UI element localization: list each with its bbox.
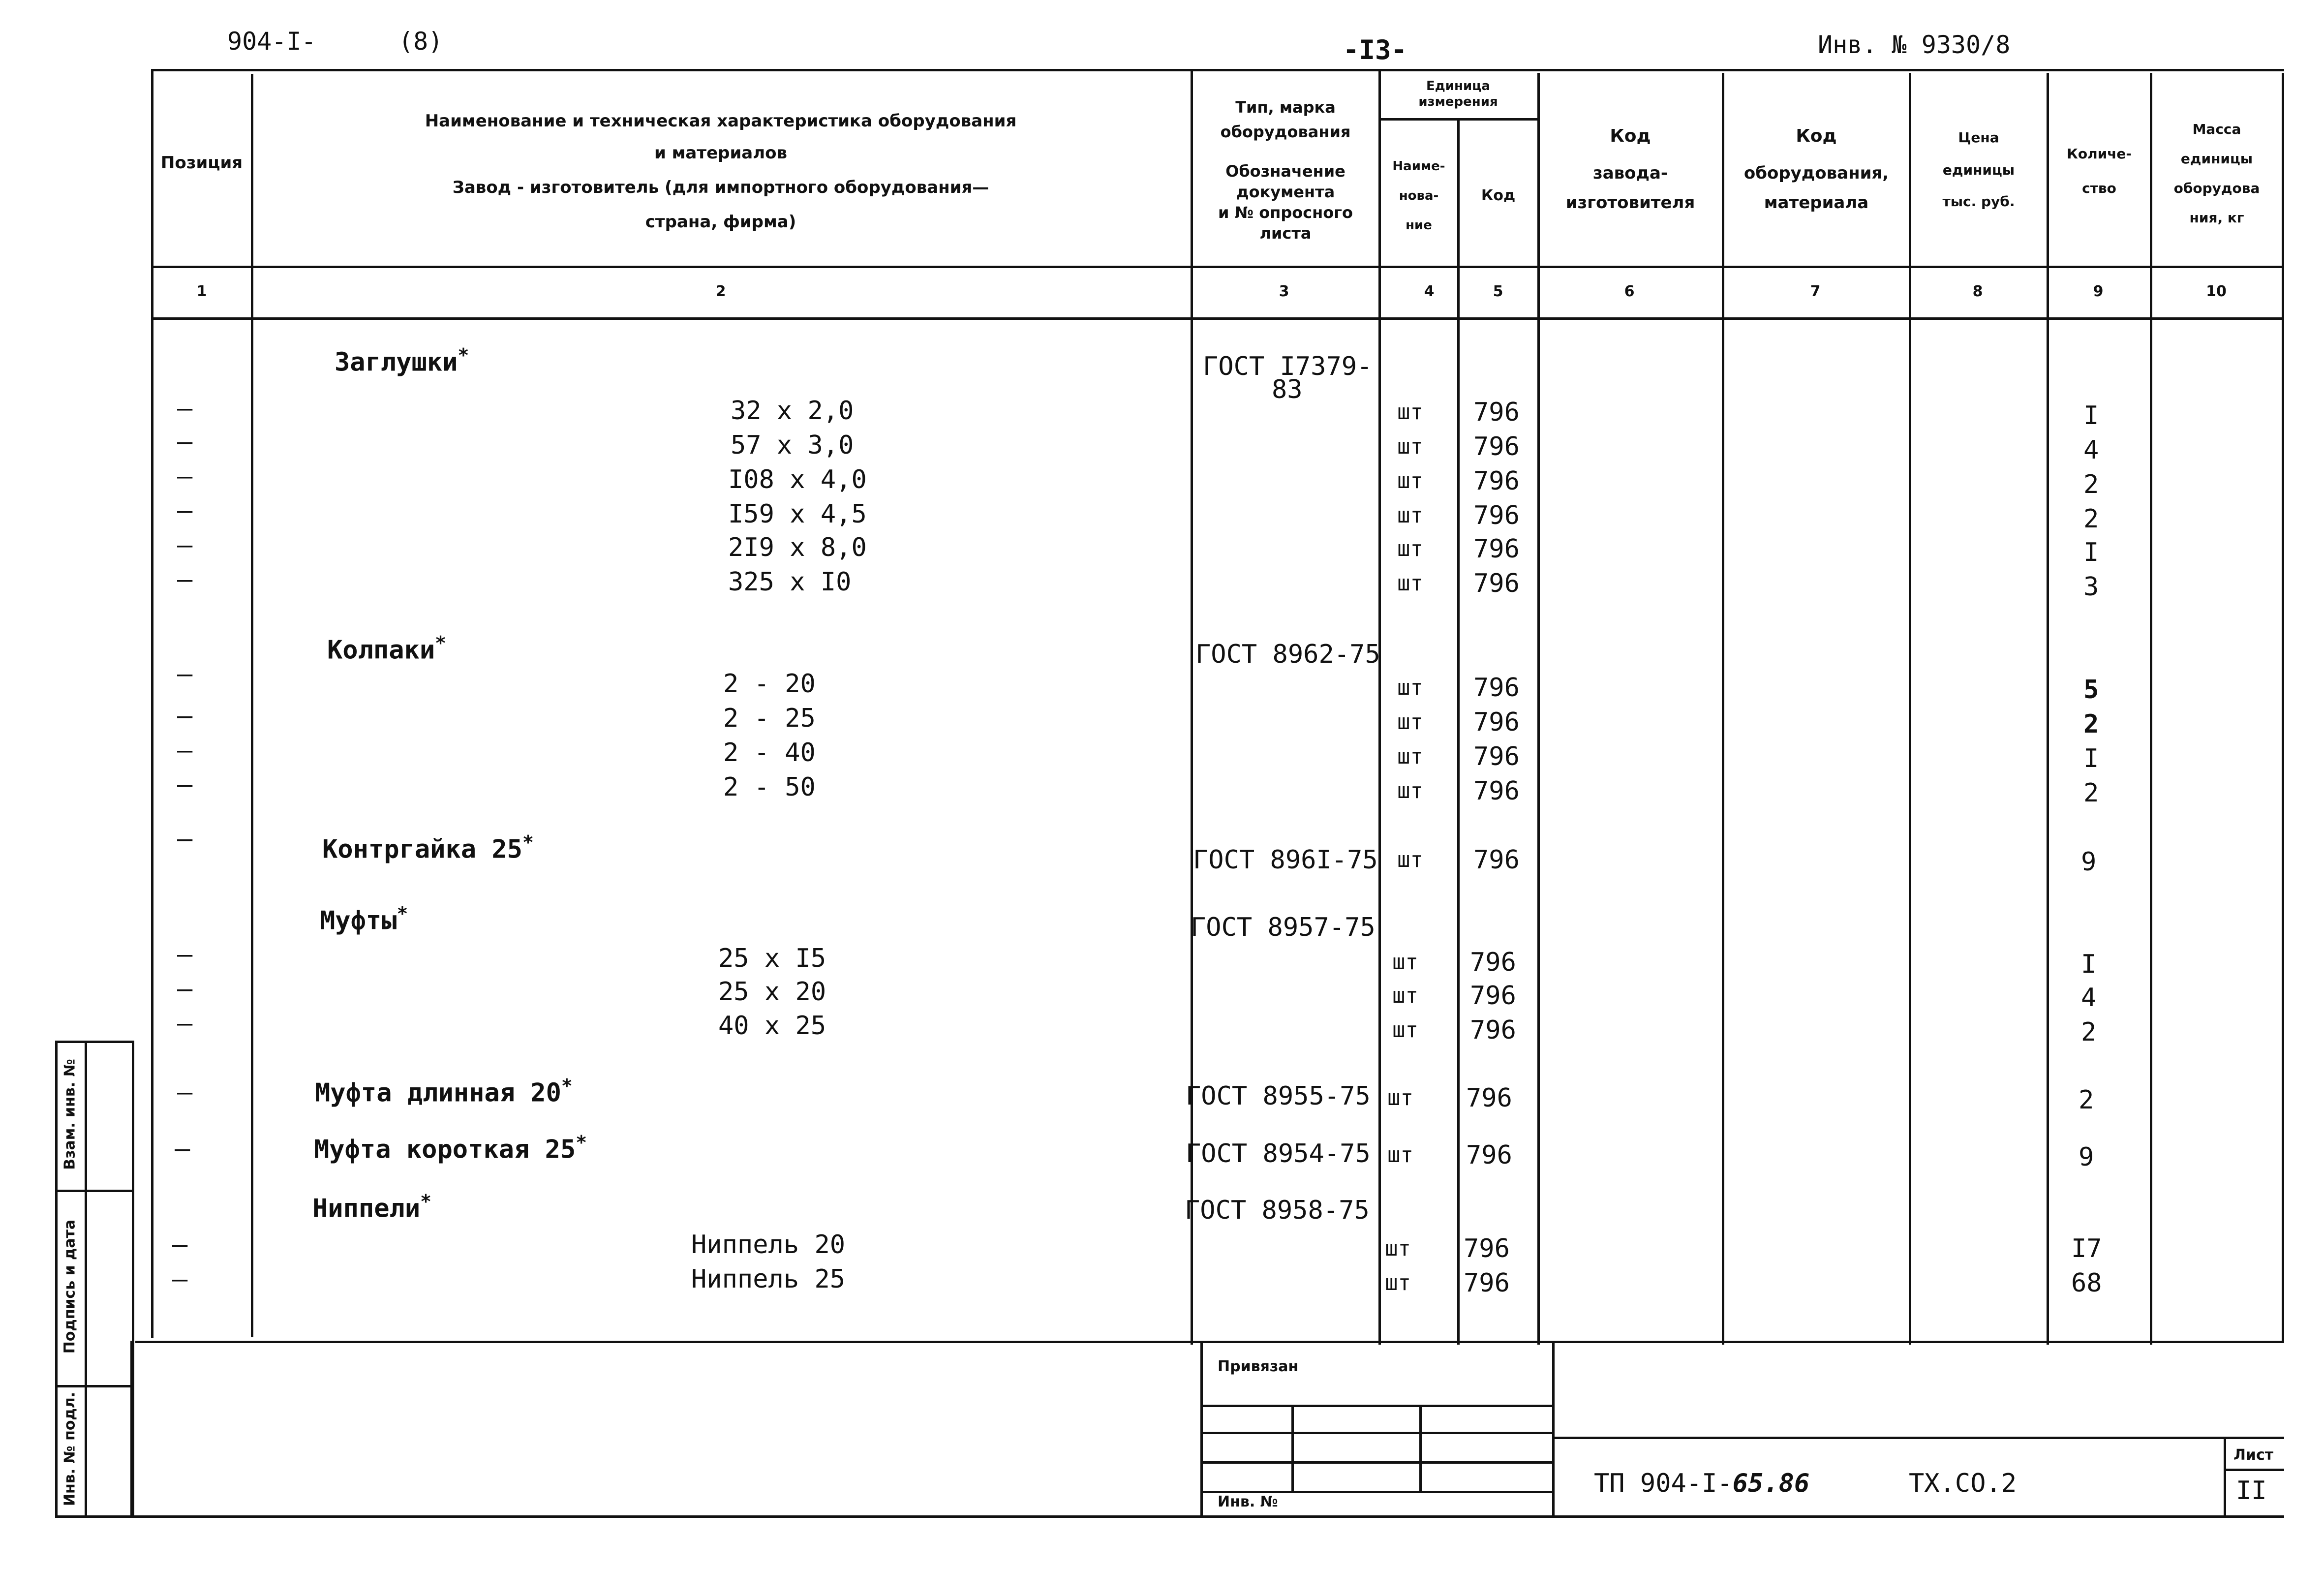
header-quantity-l2: ство — [2082, 180, 2116, 196]
row-position: – — [177, 736, 193, 765]
title-block-bottom — [130, 1515, 2284, 1518]
stamp-border-left — [55, 1041, 58, 1518]
stamp-divider — [85, 1041, 87, 1518]
binding-label: Привязан — [1218, 1358, 1299, 1375]
sheet-box-left — [2224, 1437, 2226, 1518]
row-unit: шт — [1397, 778, 1423, 803]
row-position: – — [177, 770, 193, 800]
sheet-number: II — [2236, 1476, 2267, 1506]
row-position: – — [177, 1009, 193, 1038]
row-quantity: 9 — [2081, 847, 2097, 877]
doc-code: 904-I- — [227, 27, 316, 56]
stamp-original-inventory: Инв. № подл. — [61, 1391, 79, 1507]
table-bottom-line — [135, 1341, 2284, 1343]
stamp-line — [55, 1041, 134, 1043]
row-quantity: I — [2081, 950, 2097, 979]
group-standard: ГОСТ 8957-75 — [1191, 913, 1376, 942]
header-type-l3: Обозначение — [1225, 162, 1345, 181]
col-divider-7 — [1909, 73, 1911, 1345]
row-unit-code: 796 — [1466, 1140, 1512, 1170]
row-unit-code: 796 — [1470, 1015, 1516, 1045]
row-quantity: 2 — [2083, 709, 2099, 739]
header-mass-l3: оборудова — [2173, 180, 2260, 196]
header-type-l2: оборудования — [1220, 123, 1351, 141]
row-unit-code: 796 — [1473, 432, 1520, 461]
row-position: – — [175, 1134, 190, 1164]
group-name: Муфты* — [320, 903, 408, 936]
row-unit: шт — [1397, 847, 1423, 872]
col-number-4: 4 — [1424, 283, 1435, 300]
header-name-l4: страна, фирма) — [645, 212, 796, 232]
row-position: – — [177, 461, 193, 491]
header-price-l3: тыс. руб. — [1942, 193, 2015, 210]
row-unit-code: 796 — [1470, 981, 1516, 1011]
row-name: 57 x 3,0 — [731, 431, 854, 460]
col-divider-3 — [1378, 71, 1381, 1345]
header-equipment-code-l2: оборудования, — [1743, 163, 1889, 183]
row-unit-code: 796 — [1470, 948, 1516, 977]
row-unit-code: 796 — [1473, 534, 1520, 564]
col-divider-8 — [2047, 73, 2049, 1345]
row-unit: шт — [1385, 1236, 1411, 1261]
row-unit: шт — [1397, 709, 1423, 735]
row-unit-code: 796 — [1473, 708, 1520, 737]
header-equipment-code-l1: Код — [1796, 126, 1837, 146]
row-unit-code: 796 — [1473, 742, 1520, 771]
inventory-label: Инв. № — [1218, 1493, 1278, 1510]
group-standard-cont: 83 — [1272, 375, 1303, 404]
row-unit-code: 796 — [1473, 673, 1520, 703]
col-number-7: 7 — [1810, 283, 1821, 300]
row-position: – — [177, 530, 193, 560]
variant-number: (8) — [398, 27, 443, 56]
header-name-l3: Завод - изготовитель (для импортного оборудования— — [452, 178, 989, 197]
row-name: 2 - 50 — [723, 772, 816, 802]
row-quantity: 2 — [2081, 1017, 2097, 1047]
row-quantity: I — [2083, 401, 2099, 431]
binding-grid-h — [1200, 1432, 1555, 1434]
row-position: – — [177, 940, 193, 969]
col-divider-1 — [251, 74, 253, 1337]
binding-grid-h — [1200, 1405, 1555, 1407]
binding-grid-v — [1419, 1405, 1422, 1493]
row-position: – — [177, 394, 193, 423]
col-number-1: 1 — [196, 283, 207, 300]
row-unit-code: 796 — [1466, 1083, 1512, 1113]
header-price-l1: Цена — [1958, 129, 1999, 146]
header-bottom-line — [151, 266, 2284, 268]
header-type-l5: и № опросного — [1218, 203, 1353, 222]
binding-grid-h — [1200, 1461, 1555, 1464]
row-name: I08 x 4,0 — [728, 465, 867, 494]
stamp-signature-date: Подпись и дата — [61, 1219, 79, 1354]
row-position: – — [172, 1230, 188, 1260]
header-equipment-code-l3: материала — [1764, 193, 1869, 213]
row-unit: шт — [1387, 1142, 1413, 1168]
row-name: 2 - 20 — [723, 669, 816, 699]
group-standard: ГОСТ 8962-75 — [1195, 640, 1380, 669]
group-standard: ГОСТ 8958-75 — [1185, 1196, 1370, 1225]
row-quantity: 2 — [2083, 504, 2099, 534]
row-unit-code: 796 — [1464, 1234, 1510, 1263]
stamp-line — [55, 1385, 134, 1387]
stamp-replacement-inventory: Взам. инв. № — [61, 1059, 79, 1170]
row-name: 325 x I0 — [728, 567, 852, 597]
group-standard: ГОСТ 896I-75 — [1193, 845, 1378, 875]
group-name: Муфта длинная 20* — [315, 1075, 573, 1108]
row-position: – — [177, 659, 193, 689]
row-unit: шт — [1387, 1085, 1413, 1110]
row-unit: шт — [1397, 744, 1423, 769]
row-unit: шт — [1397, 675, 1423, 700]
row-position: – — [177, 565, 193, 594]
row-name: 25 x 20 — [718, 977, 826, 1007]
row-unit-code: 796 — [1464, 1268, 1510, 1298]
header-unit-name-l1: Наиме- — [1392, 159, 1445, 174]
numbers-bottom-line — [151, 317, 2284, 320]
header-price-l2: единицы — [1942, 162, 2015, 178]
group-standard: ГОСТ I7379- — [1203, 352, 1373, 381]
row-name: 25 x I5 — [718, 944, 826, 973]
header-unit-name-l2: нова- — [1399, 188, 1439, 203]
row-position: – — [177, 824, 193, 854]
col-number-6: 6 — [1624, 283, 1635, 300]
inventory-number: Инв. № 9330/8 — [1818, 31, 2011, 59]
header-factory-code-l1: Код — [1610, 126, 1651, 146]
row-unit: шт — [1397, 536, 1423, 561]
row-quantity: I — [2083, 744, 2099, 773]
row-position: – — [172, 1264, 188, 1294]
col-number-5: 5 — [1493, 283, 1503, 300]
title-block-left — [130, 1341, 133, 1518]
col-number-2: 2 — [715, 283, 726, 300]
col-divider-9 — [2150, 73, 2152, 1345]
row-unit: шт — [1397, 434, 1423, 459]
row-quantity: 2 — [2083, 778, 2099, 808]
col-number-9: 9 — [2093, 283, 2104, 300]
unit-header-divider — [1378, 118, 1537, 121]
row-position: – — [177, 496, 193, 525]
col-number-3: 3 — [1279, 283, 1289, 300]
row-name: Ниппель 20 — [691, 1230, 846, 1260]
group-standard: ГОСТ 8955-75 — [1186, 1081, 1371, 1111]
row-unit: шт — [1392, 1017, 1418, 1043]
header-mass-l4: ния, кг — [2189, 210, 2244, 226]
project-code: ТП 904-I-65.86 — [1594, 1469, 1810, 1498]
row-quantity: I — [2083, 538, 2099, 567]
col-number-10: 10 — [2206, 283, 2227, 300]
header-unit-l2: измерения — [1418, 94, 1498, 109]
row-unit-code: 796 — [1473, 466, 1520, 496]
row-unit: шт — [1392, 983, 1418, 1008]
group-name: Заглушки* — [335, 344, 469, 377]
header-unit-l1: Единица — [1426, 79, 1490, 93]
row-unit: шт — [1397, 571, 1423, 596]
row-name: 2 - 40 — [723, 738, 816, 768]
col-divider-6 — [1722, 73, 1724, 1345]
group-standard: ГОСТ 8954-75 — [1186, 1139, 1371, 1169]
table-border-top — [151, 69, 2284, 71]
header-mass-l1: Масса — [2192, 121, 2241, 137]
sheet-label: Лист — [2233, 1446, 2274, 1464]
header-position: Позиция — [160, 153, 243, 173]
group-name: Муфта короткая 25* — [314, 1132, 587, 1165]
col-divider-4 — [1457, 118, 1460, 1345]
row-unit-code: 796 — [1473, 845, 1520, 875]
row-unit-code: 796 — [1473, 776, 1520, 806]
header-factory-code-l3: изготовителя — [1565, 193, 1695, 213]
row-unit: шт — [1385, 1270, 1411, 1295]
binding-grid-v — [1291, 1405, 1294, 1493]
col-number-8: 8 — [1972, 283, 1983, 300]
row-quantity: 3 — [2083, 572, 2099, 602]
header-name-l1: Наименование и техническая характеристика оборудования — [425, 111, 1017, 131]
row-quantity: 5 — [2083, 675, 2099, 705]
header-unit-code: Код — [1481, 187, 1516, 204]
row-quantity: I7 — [2071, 1234, 2102, 1263]
stamp-line — [55, 1190, 134, 1192]
row-name: Ниппель 25 — [691, 1264, 846, 1294]
header-mass-l2: единицы — [2180, 151, 2253, 167]
row-quantity: 4 — [2083, 435, 2099, 465]
header-type-l6: листа — [1259, 224, 1312, 243]
row-name: 32 x 2,0 — [731, 396, 854, 426]
row-quantity: 2 — [2079, 1085, 2094, 1115]
row-name: 2I9 x 8,0 — [728, 533, 867, 562]
group-name: Ниппели* — [312, 1191, 432, 1224]
header-factory-code-l2: завода- — [1592, 163, 1668, 183]
row-unit: шт — [1392, 950, 1418, 975]
table-border-left — [151, 69, 153, 1338]
row-unit-code: 796 — [1473, 398, 1520, 427]
row-name: 40 x 25 — [718, 1011, 826, 1041]
row-unit-code: 796 — [1473, 569, 1520, 598]
row-unit: шт — [1397, 400, 1423, 425]
row-unit: шт — [1397, 468, 1423, 493]
header-unit-name-l3: ние — [1406, 218, 1432, 233]
document-code: ТХ.СО.2 — [1909, 1469, 2017, 1498]
stamp-line — [55, 1515, 134, 1518]
sheet-box-divider — [2224, 1469, 2284, 1471]
row-position: – — [177, 427, 193, 457]
row-quantity: 2 — [2083, 470, 2099, 499]
doc-code-line — [1552, 1437, 2284, 1439]
page-number: -I3- — [1343, 34, 1407, 65]
row-position: – — [177, 701, 193, 731]
row-position: – — [177, 1077, 193, 1107]
row-unit-code: 796 — [1473, 501, 1520, 530]
row-name: I59 x 4,5 — [728, 499, 867, 529]
col-divider-5 — [1537, 73, 1540, 1345]
row-quantity: 68 — [2071, 1268, 2102, 1298]
table-border-right — [2282, 73, 2284, 1342]
row-unit: шт — [1397, 503, 1423, 528]
row-position: – — [177, 974, 193, 1004]
header-name-l2: и материалов — [654, 143, 788, 163]
row-name: 2 - 25 — [723, 704, 816, 733]
header-type-l1: Тип, марка — [1235, 98, 1336, 117]
header-type-l4: документа — [1236, 183, 1335, 201]
group-name: Колпаки* — [327, 632, 447, 665]
header-quantity-l1: Количе- — [2066, 146, 2132, 162]
row-quantity: 9 — [2079, 1142, 2094, 1172]
row-quantity: 4 — [2081, 983, 2097, 1013]
group-name: Контргайка 25* — [322, 831, 534, 864]
